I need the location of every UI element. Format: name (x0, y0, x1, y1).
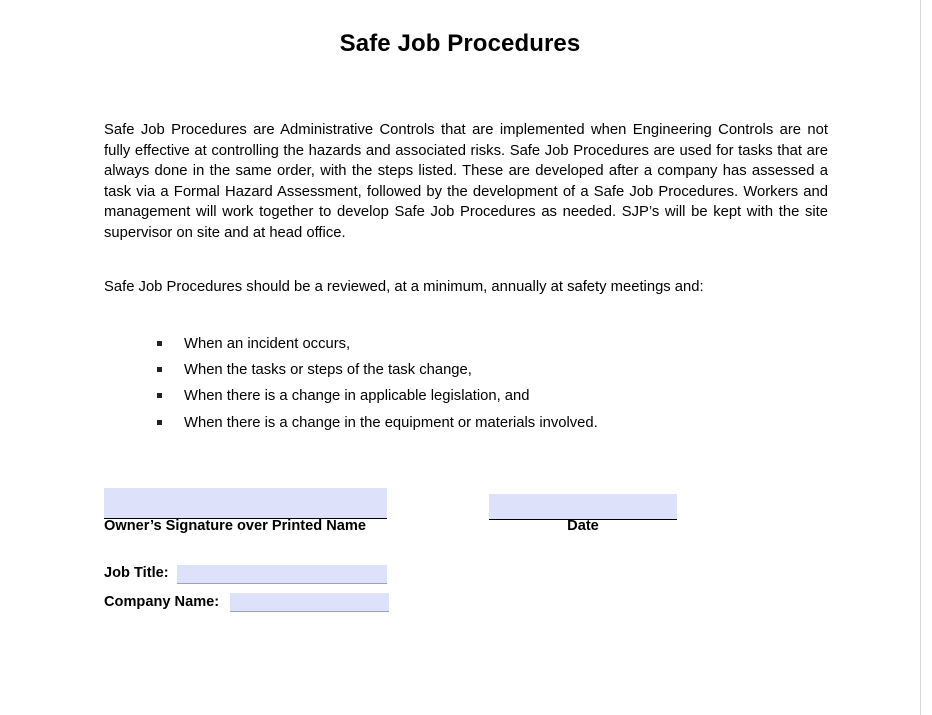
review-paragraph: Safe Job Procedures should be a reviewed, at a minimum, annually at safety meetings and: (104, 279, 704, 295)
date-input[interactable] (489, 494, 677, 519)
page-gutter (921, 0, 932, 715)
list-item (157, 410, 757, 436)
list-item (157, 383, 757, 409)
job-title-label: Job Title: (104, 565, 169, 581)
company-name-label: Company Name: (104, 594, 220, 610)
owner-signature-label: Owner’s Signature over Printed Name (104, 518, 366, 534)
square-bullet-icon (157, 420, 162, 425)
company-name-input[interactable] (230, 593, 389, 612)
review-trigger-list (157, 331, 757, 436)
list-item-label: When there is a change in the equipment or materials involved. (184, 414, 598, 431)
square-bullet-icon (157, 367, 162, 372)
square-bullet-icon (157, 393, 162, 398)
job-title-input[interactable] (177, 565, 387, 584)
list-item-label: When there is a change in applicable legislation, and (184, 388, 530, 405)
date-label: Date (567, 518, 599, 534)
owner-signature-input[interactable] (104, 488, 387, 519)
list-item (157, 357, 757, 383)
page-title: Safe Job Procedures (339, 30, 581, 57)
square-bullet-icon (157, 341, 162, 346)
list-item-label: When an incident occurs, (184, 336, 351, 352)
intro-paragraph: Safe Job Procedures are Administrative Controls that are implemented when Engineering Controls are not fully effective at controlling the hazards and associated risks. Safe Job Procedures are used for tasks that are always done in the same order, with the steps listed. These are developed after a company has assessed a task via a Formal Hazard Assessment, followed by the development of a Safe Job Procedures. Workers and management will work together to develop Safe Job Procedures as needed. SJP’s will be kept with the site supervisor on site and at head office. (104, 122, 828, 241)
list-item (157, 331, 757, 357)
list-item-label: When the tasks or steps of the task change, (184, 362, 472, 379)
